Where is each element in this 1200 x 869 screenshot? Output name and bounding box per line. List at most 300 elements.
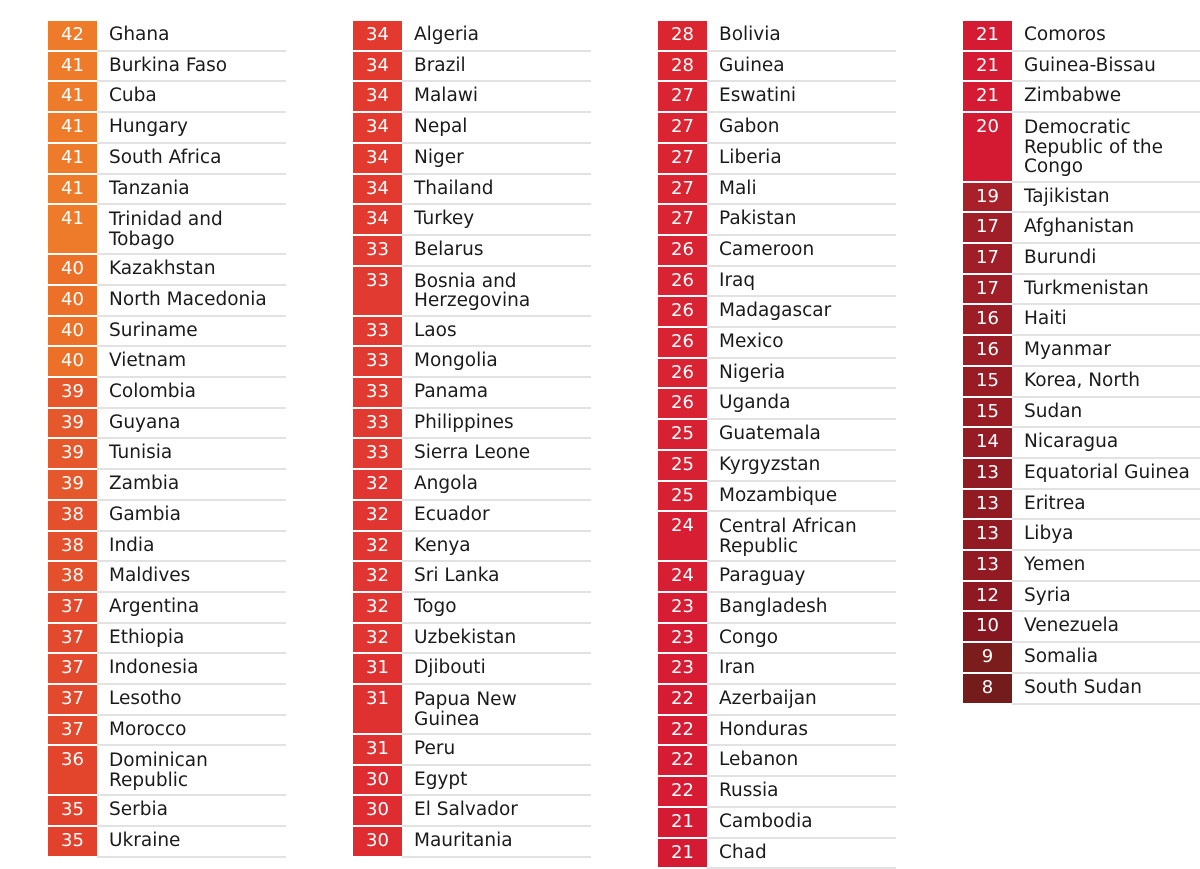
table-row <box>48 113 286 144</box>
score-badge: 34 <box>353 82 402 113</box>
score-badge: 37 <box>48 685 97 716</box>
score-badge: 33 <box>353 317 402 348</box>
table-row <box>48 205 286 255</box>
score-badge: 19 <box>963 183 1012 214</box>
score-badge: 36 <box>48 746 97 796</box>
table-row <box>963 336 1200 367</box>
score-badge: 28 <box>658 21 707 52</box>
country-name: Nicaragua <box>1012 428 1200 459</box>
score-badge: 34 <box>353 205 402 236</box>
score-badge: 39 <box>48 470 97 501</box>
score-badge: 14 <box>963 428 1012 459</box>
score-badge: 35 <box>48 796 97 827</box>
country-name: Guinea-Bissau <box>1012 52 1200 83</box>
score-badge: 21 <box>963 21 1012 52</box>
country-name: Tunisia <box>97 439 286 470</box>
table-row <box>658 451 896 482</box>
table-row <box>658 328 896 359</box>
country-name: Papua New Guinea <box>402 685 591 735</box>
country-name: Egypt <box>402 766 591 797</box>
country-name: Kyrgyzstan <box>707 451 896 482</box>
country-name: Peru <box>402 735 591 766</box>
table-row <box>658 21 896 52</box>
table-row <box>658 593 896 624</box>
table-row <box>963 305 1200 336</box>
country-name: Laos <box>402 317 591 348</box>
country-name: Djibouti <box>402 654 591 685</box>
country-name: Libya <box>1012 520 1200 551</box>
country-name: Ethiopia <box>97 624 286 655</box>
score-badge: 39 <box>48 409 97 440</box>
score-badge: 23 <box>658 654 707 685</box>
table-row <box>48 654 286 685</box>
country-name: Dominican Republic <box>97 746 286 796</box>
score-badge: 21 <box>963 82 1012 113</box>
score-badge: 21 <box>658 839 707 869</box>
country-name: Zambia <box>97 470 286 501</box>
score-badge: 26 <box>658 328 707 359</box>
score-badge: 41 <box>48 205 97 255</box>
table-row <box>48 317 286 348</box>
country-name: Eritrea <box>1012 490 1200 521</box>
table-row <box>658 562 896 593</box>
score-badge: 33 <box>353 236 402 267</box>
table-row <box>963 551 1200 582</box>
country-name: Uganda <box>707 389 896 420</box>
country-name: Argentina <box>97 593 286 624</box>
table-row <box>963 428 1200 459</box>
country-name: Colombia <box>97 378 286 409</box>
country-name: Cambodia <box>707 808 896 839</box>
country-name: Cameroon <box>707 236 896 267</box>
country-name: Sierra Leone <box>402 439 591 470</box>
country-name: Angola <box>402 470 591 501</box>
country-name: Mexico <box>707 328 896 359</box>
table-row <box>353 624 591 655</box>
score-badge: 37 <box>48 593 97 624</box>
country-name: Central African Republic <box>707 512 896 562</box>
country-name: Gambia <box>97 501 286 532</box>
country-name: Congo <box>707 624 896 655</box>
table-row <box>353 52 591 83</box>
score-badge: 20 <box>963 113 1012 183</box>
country-name: Tanzania <box>97 175 286 206</box>
score-badge: 39 <box>48 378 97 409</box>
country-name: Gabon <box>707 113 896 144</box>
country-name: Mali <box>707 175 896 206</box>
country-name: Yemen <box>1012 551 1200 582</box>
country-name: South Sudan <box>1012 674 1200 705</box>
score-badge: 26 <box>658 297 707 328</box>
table-row <box>658 82 896 113</box>
score-badge: 30 <box>353 827 402 858</box>
score-badge: 26 <box>658 236 707 267</box>
score-badge: 38 <box>48 562 97 593</box>
table-row <box>353 317 591 348</box>
score-badge: 8 <box>963 674 1012 705</box>
country-name: Sri Lanka <box>402 562 591 593</box>
table-row <box>48 144 286 175</box>
country-name: Uzbekistan <box>402 624 591 655</box>
country-name: Trinidad and Tobago <box>97 205 286 255</box>
table-row <box>963 21 1200 52</box>
table-row <box>48 796 286 827</box>
table-row <box>658 839 896 869</box>
country-name: Guyana <box>97 409 286 440</box>
score-badge: 41 <box>48 82 97 113</box>
country-name: Guinea <box>707 52 896 83</box>
score-badge: 33 <box>353 409 402 440</box>
country-name: Zimbabwe <box>1012 82 1200 113</box>
score-badge: 37 <box>48 654 97 685</box>
score-badge: 37 <box>48 716 97 747</box>
table-row <box>353 409 591 440</box>
score-badge: 25 <box>658 420 707 451</box>
country-name: Russia <box>707 777 896 808</box>
country-name: Burkina Faso <box>97 52 286 83</box>
country-name: Kenya <box>402 532 591 563</box>
country-name: Iraq <box>707 267 896 298</box>
table-row <box>353 766 591 797</box>
score-badge: 22 <box>658 685 707 716</box>
country-name: Eswatini <box>707 82 896 113</box>
table-row <box>48 347 286 378</box>
table-row <box>963 612 1200 643</box>
table-row <box>658 113 896 144</box>
score-badge: 23 <box>658 593 707 624</box>
table-row <box>963 113 1200 183</box>
table-row <box>353 562 591 593</box>
table-row <box>48 532 286 563</box>
table-row <box>48 175 286 206</box>
table-row <box>353 827 591 858</box>
country-name: Philippines <box>402 409 591 440</box>
country-name: Belarus <box>402 236 591 267</box>
table-row <box>963 213 1200 244</box>
score-badge: 26 <box>658 267 707 298</box>
table-row <box>353 205 591 236</box>
country-name: Equatorial Guinea <box>1012 459 1200 490</box>
score-badge: 41 <box>48 113 97 144</box>
table-row <box>658 52 896 83</box>
country-name: Maldives <box>97 562 286 593</box>
country-name: Paraguay <box>707 562 896 593</box>
table-row <box>353 532 591 563</box>
country-name: Serbia <box>97 796 286 827</box>
table-row <box>658 654 896 685</box>
country-name: Haiti <box>1012 305 1200 336</box>
score-badge: 41 <box>48 52 97 83</box>
country-name: El Salvador <box>402 796 591 827</box>
country-name: Kazakhstan <box>97 255 286 286</box>
country-name: Democratic Republic of the Congo <box>1012 113 1200 183</box>
score-badge: 40 <box>48 286 97 317</box>
score-badge: 32 <box>353 562 402 593</box>
table-row <box>658 685 896 716</box>
table-row <box>353 21 591 52</box>
table-row <box>963 275 1200 306</box>
country-name: Vietnam <box>97 347 286 378</box>
score-badge: 21 <box>658 808 707 839</box>
score-badge: 17 <box>963 244 1012 275</box>
country-name: Togo <box>402 593 591 624</box>
table-row <box>658 267 896 298</box>
table-row <box>353 144 591 175</box>
score-badge: 16 <box>963 336 1012 367</box>
table-row <box>963 490 1200 521</box>
score-badge: 41 <box>48 144 97 175</box>
score-badge: 12 <box>963 582 1012 613</box>
score-badge: 33 <box>353 439 402 470</box>
score-badge: 32 <box>353 624 402 655</box>
country-name: Chad <box>707 839 896 869</box>
country-name: Algeria <box>402 21 591 52</box>
table-row <box>353 796 591 827</box>
score-badge: 22 <box>658 777 707 808</box>
table-row <box>353 685 591 735</box>
table-row <box>48 378 286 409</box>
country-name: Brazil <box>402 52 591 83</box>
table-row <box>963 183 1200 214</box>
table-row <box>353 439 591 470</box>
table-row <box>353 470 591 501</box>
country-name: Ecuador <box>402 501 591 532</box>
score-badge: 15 <box>963 398 1012 429</box>
table-row <box>658 482 896 513</box>
table-row <box>963 52 1200 83</box>
score-badge: 40 <box>48 317 97 348</box>
table-row <box>963 398 1200 429</box>
table-row <box>48 562 286 593</box>
table-row <box>48 52 286 83</box>
table-row <box>658 359 896 390</box>
table-row <box>658 746 896 777</box>
table-row <box>658 175 896 206</box>
score-badge: 13 <box>963 551 1012 582</box>
country-name: Syria <box>1012 582 1200 613</box>
table-row <box>658 716 896 747</box>
country-name: Morocco <box>97 716 286 747</box>
table-row <box>48 827 286 858</box>
country-name: Panama <box>402 378 591 409</box>
score-badge: 34 <box>353 175 402 206</box>
score-badge: 38 <box>48 501 97 532</box>
score-badge: 31 <box>353 685 402 735</box>
country-name: South Africa <box>97 144 286 175</box>
score-badge: 38 <box>48 532 97 563</box>
country-name: Guatemala <box>707 420 896 451</box>
table-row <box>48 82 286 113</box>
table-row <box>48 685 286 716</box>
score-badge: 25 <box>658 482 707 513</box>
score-badge: 25 <box>658 451 707 482</box>
score-badge: 31 <box>353 735 402 766</box>
country-name: Iran <box>707 654 896 685</box>
score-badge: 22 <box>658 746 707 777</box>
table-row <box>48 439 286 470</box>
score-badge: 39 <box>48 439 97 470</box>
score-badge: 32 <box>353 501 402 532</box>
table-row <box>658 624 896 655</box>
score-badge: 31 <box>353 654 402 685</box>
score-badge: 13 <box>963 520 1012 551</box>
score-badge: 13 <box>963 459 1012 490</box>
table-row <box>658 808 896 839</box>
table-row <box>963 643 1200 674</box>
score-badge: 32 <box>353 470 402 501</box>
table-row <box>353 236 591 267</box>
score-badge: 34 <box>353 52 402 83</box>
score-badge: 17 <box>963 213 1012 244</box>
table-row <box>963 367 1200 398</box>
country-name: Sudan <box>1012 398 1200 429</box>
table-row <box>658 389 896 420</box>
country-name: Ukraine <box>97 827 286 858</box>
score-badge: 33 <box>353 347 402 378</box>
table-row <box>658 205 896 236</box>
country-name: Hungary <box>97 113 286 144</box>
table-row <box>353 735 591 766</box>
score-badge: 34 <box>353 144 402 175</box>
table-row <box>353 113 591 144</box>
table-row <box>48 501 286 532</box>
score-badge: 37 <box>48 624 97 655</box>
table-row <box>658 777 896 808</box>
country-name: Myanmar <box>1012 336 1200 367</box>
table-row <box>963 582 1200 613</box>
table-row <box>48 716 286 747</box>
country-name: Comoros <box>1012 21 1200 52</box>
table-row <box>48 746 286 796</box>
table-row <box>353 593 591 624</box>
score-badge: 32 <box>353 532 402 563</box>
country-name: Thailand <box>402 175 591 206</box>
score-badge: 21 <box>963 52 1012 83</box>
country-name: Liberia <box>707 144 896 175</box>
table-row <box>963 520 1200 551</box>
score-badge: 16 <box>963 305 1012 336</box>
score-badge: 32 <box>353 593 402 624</box>
score-badge: 34 <box>353 113 402 144</box>
country-name: Niger <box>402 144 591 175</box>
country-name: Nepal <box>402 113 591 144</box>
country-name: Bolivia <box>707 21 896 52</box>
score-badge: 13 <box>963 490 1012 521</box>
table-row <box>658 144 896 175</box>
table-row <box>963 674 1200 705</box>
table-row <box>658 236 896 267</box>
country-name: Azerbaijan <box>707 685 896 716</box>
score-badge: 10 <box>963 612 1012 643</box>
country-name: Mauritania <box>402 827 591 858</box>
score-badge: 42 <box>48 21 97 52</box>
score-badge: 27 <box>658 205 707 236</box>
country-name: Ghana <box>97 21 286 52</box>
table-row <box>48 409 286 440</box>
country-name: Turkmenistan <box>1012 275 1200 306</box>
country-name: Cuba <box>97 82 286 113</box>
table-row <box>353 82 591 113</box>
country-name: Honduras <box>707 716 896 747</box>
score-badge: 30 <box>353 796 402 827</box>
country-name: Pakistan <box>707 205 896 236</box>
score-badge: 24 <box>658 512 707 562</box>
score-badge: 33 <box>353 378 402 409</box>
score-badge: 27 <box>658 82 707 113</box>
score-badge: 28 <box>658 52 707 83</box>
country-name: Mozambique <box>707 482 896 513</box>
score-badge: 15 <box>963 367 1012 398</box>
score-badge: 26 <box>658 359 707 390</box>
country-name: Madagascar <box>707 297 896 328</box>
score-badge: 22 <box>658 716 707 747</box>
country-name: Mongolia <box>402 347 591 378</box>
score-badge: 41 <box>48 175 97 206</box>
table-row <box>353 378 591 409</box>
country-name: Suriname <box>97 317 286 348</box>
score-badge: 9 <box>963 643 1012 674</box>
score-badge: 40 <box>48 255 97 286</box>
country-name: Turkey <box>402 205 591 236</box>
country-name: Nigeria <box>707 359 896 390</box>
table-row <box>48 470 286 501</box>
country-name: Lesotho <box>97 685 286 716</box>
score-badge: 24 <box>658 562 707 593</box>
table-row <box>963 82 1200 113</box>
table-row <box>658 512 896 562</box>
table-row <box>963 244 1200 275</box>
country-name: Burundi <box>1012 244 1200 275</box>
score-badge: 26 <box>658 389 707 420</box>
table-row <box>353 267 591 317</box>
score-column-4 <box>963 21 1200 705</box>
score-badge: 40 <box>48 347 97 378</box>
country-name: Somalia <box>1012 643 1200 674</box>
score-column-2 <box>353 21 591 858</box>
table-row <box>963 459 1200 490</box>
country-name: North Macedonia <box>97 286 286 317</box>
table-row <box>48 255 286 286</box>
score-badge: 27 <box>658 175 707 206</box>
table-row <box>353 175 591 206</box>
country-name: Tajikistan <box>1012 183 1200 214</box>
country-name: Bosnia and Herzegovina <box>402 267 591 317</box>
score-badge: 33 <box>353 267 402 317</box>
score-badge: 30 <box>353 766 402 797</box>
country-name: Malawi <box>402 82 591 113</box>
country-name: Afghanistan <box>1012 213 1200 244</box>
table-row <box>48 21 286 52</box>
score-badge: 34 <box>353 21 402 52</box>
table-row <box>353 654 591 685</box>
country-name: Bangladesh <box>707 593 896 624</box>
table-row <box>658 420 896 451</box>
score-column-3 <box>658 21 896 869</box>
score-badge: 35 <box>48 827 97 858</box>
table-row <box>658 297 896 328</box>
score-badge: 27 <box>658 144 707 175</box>
table-row <box>48 286 286 317</box>
country-name: Lebanon <box>707 746 896 777</box>
score-badge: 17 <box>963 275 1012 306</box>
table-row <box>353 347 591 378</box>
table-row <box>48 593 286 624</box>
country-name: Indonesia <box>97 654 286 685</box>
table-row <box>353 501 591 532</box>
score-column-1 <box>48 21 286 858</box>
country-name: India <box>97 532 286 563</box>
country-name: Venezuela <box>1012 612 1200 643</box>
